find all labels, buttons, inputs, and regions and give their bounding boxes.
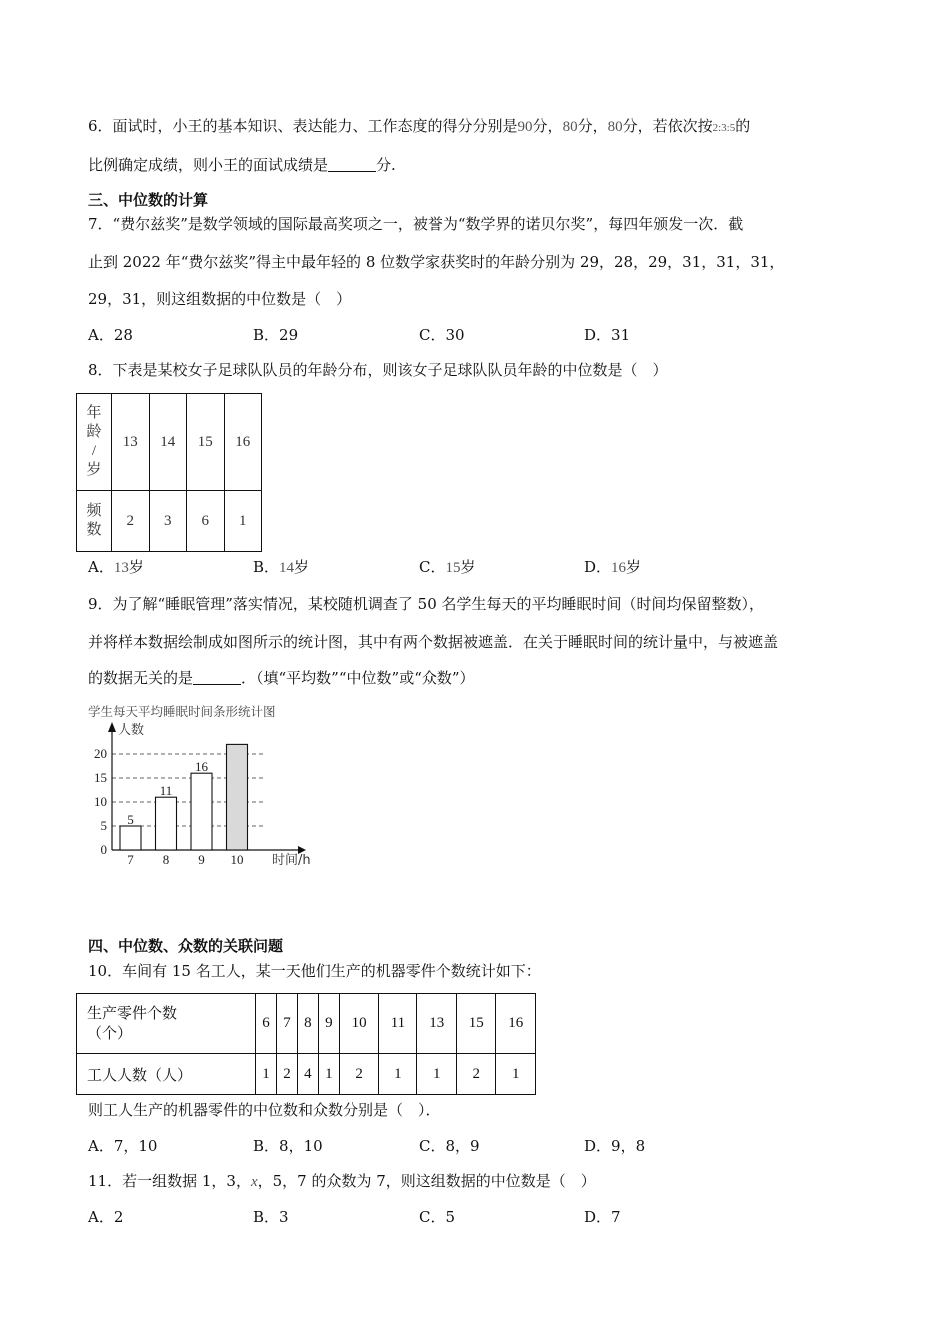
y-tick-label: 5 [100,818,107,833]
x-axis-label: 时间/h [272,853,311,868]
bar-value-label: 16 [195,759,208,775]
q10-option-c[interactable]: C．8，9 [419,1137,480,1155]
y-axis-label: 人数 [118,723,145,738]
table-cell: 2 [456,1054,495,1095]
q7-line3: 29，31，则这组数据的中位数是（ ） [88,290,352,308]
table-cell: 15 [187,394,225,491]
table-cell: 7 [276,994,297,1054]
variable-x: x [250,1174,258,1190]
ratio: 2:3:5 [712,122,736,134]
x-tick-label: 9 [198,852,205,867]
table-cell: 14 [149,394,187,491]
q10-option-b[interactable]: B．8，10 [253,1137,323,1155]
table-cell: 2 [112,491,150,552]
age-header: 年 龄 / 岁 [77,394,112,491]
parts-header: 生产零件个数 （个） [77,994,256,1054]
x-tick-label: 7 [127,852,134,867]
q8-option-b[interactable]: B．14岁 [253,558,310,576]
q10-line1: 10．车间有 15 名工人，某一天他们生产的机器零件个数统计如下： [88,962,541,980]
q10-line2: 则工人生产的机器零件的中位数和众数分别是（ ）． [88,1101,441,1119]
table-cell: 8 [297,994,318,1054]
bar [191,773,212,850]
q7-option-a[interactable]: A．28 [88,326,133,344]
q7-line1: 7．“费尔兹奖”是数学领域的国际最高奖项之一，被誉为“数学界的诺贝尔奖”，每四年颁发一次．截 [88,215,744,233]
q9-line1: 9．为了解“睡眠管理”落实情况，某校随机调查了 50 名学生每天的平均睡眠时间（时间均保留整数）， [88,595,765,613]
table-cell: 11 [379,994,417,1054]
table-cell: 9 [318,994,339,1054]
table-cell: 10 [339,994,378,1054]
table-cell: 13 [112,394,150,491]
table-cell: 1 [256,1054,277,1095]
y-tick-label: 15 [94,770,107,785]
bar [156,797,177,850]
table-cell: 6 [187,491,225,552]
q10-option-a[interactable]: A．7，10 [88,1137,158,1155]
y-tick-label: 0 [100,842,107,857]
q11-option-d[interactable]: D．7 [584,1208,621,1226]
table-cell: 16 [224,394,262,491]
table-cell: 1 [496,1054,536,1095]
q7-line2: 止到 2022 年“费尔兹奖”得主中最年轻的 8 位数学家获奖时的年龄分别为 29，28，29，31，31，31， [88,253,785,271]
table-cell: 1 [318,1054,339,1095]
table-cell: 4 [297,1054,318,1095]
section-4-heading: 四、中位数、众数的关联问题 [88,937,284,955]
y-tick-label: 20 [94,746,107,761]
table-cell: 1 [224,491,262,552]
count-header: 频 数 [77,491,112,552]
q8-option-c[interactable]: C．15岁 [419,558,476,576]
table-cell: 6 [256,994,277,1054]
answer-blank[interactable] [193,669,241,685]
table-cell: 1 [379,1054,417,1095]
q8-option-d[interactable]: D．16岁 [584,558,642,576]
bar-value-label: 5 [127,812,134,827]
parts-table [76,993,536,1095]
table-cell: 13 [417,994,456,1054]
y-axis-arrow [108,722,116,732]
q7-option-b[interactable]: B．29 [253,326,299,344]
q7-option-c[interactable]: C．30 [419,326,465,344]
age-table [76,393,262,552]
q11-option-b[interactable]: B．3 [253,1208,289,1226]
table-cell: 1 [417,1054,456,1095]
x-tick-label: 8 [162,852,170,867]
table-cell: 2 [276,1054,297,1095]
x-tick-label: 10 [230,852,244,867]
q9-line2: 并将样本数据绘制成如图所示的统计图，其中有两个数据被遮盖．在关于睡眠时间的统计量中，与被遮盖 [88,633,779,651]
sleep-bar-chart [88,718,348,868]
table-cell: 16 [496,994,536,1054]
bar-value-label: 11 [159,783,173,799]
bar [120,826,141,850]
y-tick-label: 10 [94,794,107,809]
section-3-heading: 三、中位数的计算 [88,191,209,209]
score-80-a: 80 [562,119,578,135]
table-cell: 15 [456,994,495,1054]
score-80-b: 80 [607,119,623,135]
table-cell: 3 [149,491,187,552]
bar-covered [227,744,248,850]
q6-line1: 6．面试时，小王的基本知识、表达能力、工作态度的得分分别是90分，80分，80分，若依次按2:3:5的 [88,117,751,135]
answer-blank[interactable] [328,156,376,172]
q8-line1: 8．下表是某校女子足球队队员的年龄分布，则该女子足球队队员年龄的中位数是（ ） [88,361,668,379]
table-cell: 2 [339,1054,378,1095]
workers-header: 工人人数（人） [77,1054,256,1095]
q10-option-d[interactable]: D．9，8 [584,1137,646,1155]
q11-option-a[interactable]: A．2 [88,1208,124,1226]
score-90: 90 [517,119,533,135]
q9-line3: 的数据无关的是 ．（填“平均数”“中位数”或“众数”） [88,669,475,687]
q7-option-d[interactable]: D．31 [584,326,631,344]
q11-line1: 11．若一组数据 1，3，x，5，7 的众数为 7，则这组数据的中位数是（ ） [88,1172,596,1190]
q8-option-a[interactable]: A．13岁 [88,558,144,576]
q11-option-c[interactable]: C．5 [419,1208,456,1226]
chart-title: 学生每天平均睡眠时间条形统计图 [88,704,276,719]
q6-line2: 比例确定成绩，则小王的面试成绩是 分. [88,156,396,174]
